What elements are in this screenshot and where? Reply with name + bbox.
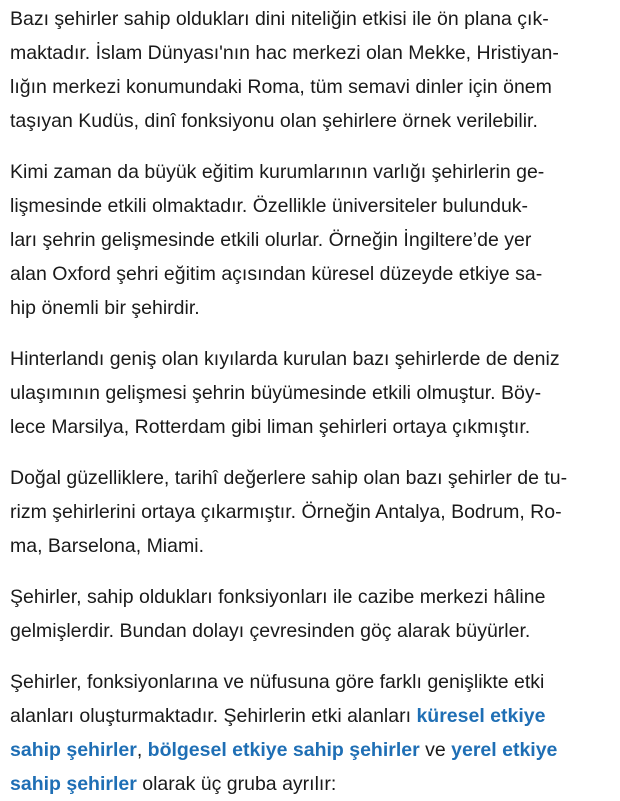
text-line: Şehirler, fonksiyonlarına ve nüfusuna göre farklı genişlikte etki: [10, 671, 545, 693]
text-line: alan Oxford şehri eğitim açısından küresel düzeyde etkiye sa-: [10, 263, 543, 285]
text-line: hip önemli bir şehirdir.: [10, 297, 200, 319]
text-line: [10, 699, 610, 733]
highlight-global-influence-cont: sahip şehirler: [10, 739, 137, 761]
text-line: taşıyan Kudüs, dinî fonksiyonu olan şehirlere örnek verilebilir.: [10, 110, 538, 132]
text-line: Hinterlandı geniş olan kıyılarda kurulan bazı şehirlerde de deniz: [10, 348, 560, 370]
text-line: rizm şehirlerini ortaya çıkarmıştır. Örneğin Antalya, Bodrum, Ro-: [10, 501, 562, 523]
plain-text: olarak üç gruba ayrılır:: [136, 773, 337, 795]
paragraph-port-cities: [10, 342, 610, 444]
text-line: ları şehrin gelişmesinde etkili olurlar. Örneğin İngiltere’de yer: [10, 229, 532, 251]
text-line: maktadır. İslam Dünyası'nın hac merkezi olan Mekke, Hristiyan-: [10, 42, 559, 64]
text-line: [10, 733, 610, 767]
paragraph-religious-cities: [10, 2, 610, 138]
text-line: ulaşımının gelişmesi şehrin büyümesinde etkili olmuştur. Böy-: [10, 382, 542, 404]
text-line: lişmesinde etkili olmaktadır. Özellikle üniversiteler bulunduk-: [10, 195, 529, 217]
text-line: lığın merkezi konumundaki Roma, tüm semavi dinler için önem: [10, 76, 552, 98]
highlight-global-influence: küresel etkiye: [416, 705, 546, 727]
paragraph-influence-areas: [10, 665, 610, 801]
text-line: Kimi zaman da büyük eğitim kurumlarının varlığı şehirlerin ge-: [10, 161, 545, 183]
text-line: ma, Barselona, Miami.: [10, 535, 204, 557]
text-line: gelmişlerdir. Bundan dolayı çevresinden göç alarak büyürler.: [10, 620, 531, 642]
plain-text: ve: [419, 739, 452, 761]
text-line: [10, 767, 610, 801]
highlight-local-influence-cont: sahip şehirler: [10, 773, 137, 795]
plain-text: alanları oluşturmaktadır. Şehirlerin etki alanları: [10, 705, 417, 727]
separator-text: ,: [136, 739, 148, 761]
text-line: Şehirler, sahip oldukları fonksiyonları ile cazibe merkezi hâline: [10, 586, 546, 608]
highlight-regional-influence: bölgesel etkiye sahip şehirler: [147, 739, 420, 761]
text-line: lece Marsilya, Rotterdam gibi liman şehirleri ortaya çıkmıştır.: [10, 416, 531, 438]
paragraph-education-cities: [10, 155, 610, 325]
paragraph-attraction-centers: [10, 580, 610, 648]
text-line: Bazı şehirler sahip oldukları dini niteliğin etkisi ile ön plana çık-: [10, 8, 549, 30]
highlight-local-influence: yerel etkiye: [451, 739, 558, 761]
paragraph-tourism-cities: [10, 461, 610, 563]
text-line: Doğal güzelliklere, tarihî değerlere sahip olan bazı şehirler de tu-: [10, 467, 568, 489]
